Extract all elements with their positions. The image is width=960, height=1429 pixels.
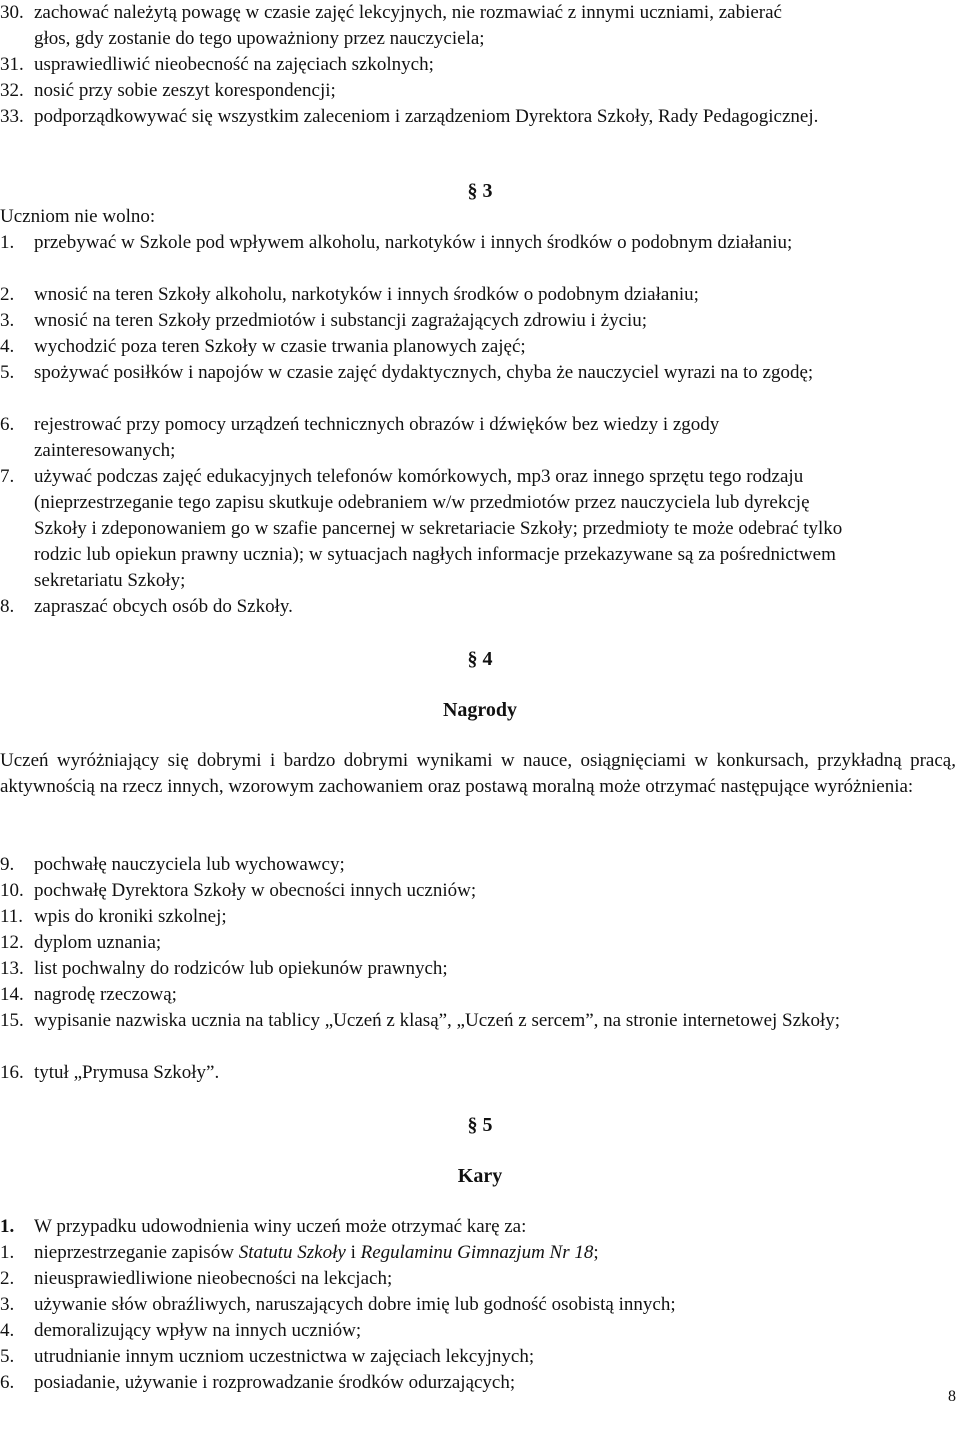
list-item [0, 78, 955, 104]
list-item [0, 1240, 955, 1266]
list-text: list pochwalny do rodziców lub opiekunów prawnych; [34, 958, 448, 979]
list-number: 3. [0, 1294, 15, 1315]
list-number: 7. [0, 466, 15, 487]
list-item [0, 1214, 955, 1240]
list-item [0, 878, 955, 904]
list-text: usprawiedliwić nieobecność na zajęciach szkolnych; [34, 54, 434, 75]
list-text: zapraszać obcych osób do Szkoły. [34, 596, 293, 617]
list-item [0, 230, 955, 256]
list-item [0, 956, 955, 982]
list-item [0, 1318, 955, 1344]
list-item [0, 852, 955, 878]
list-number: 4. [0, 336, 15, 357]
list-text: wypisanie nazwiska ucznia na tablicy „Uczeń z klasą”, „Uczeń z sercem”, na stronie internetowej Szkoły; [34, 1010, 841, 1031]
list-number: 1. [0, 1242, 15, 1263]
list-item [0, 308, 955, 334]
list-text: wychodzić poza teren Szkoły w czasie trwania planowych zajęć; [34, 336, 526, 357]
section-intro-paragraph: Uczeń wyróżniający się dobrymi i bardzo dobrymi wynikami w nauce, osiągnięciami w konkursach, przykładną pracą, aktywnością na rzecz innych, wzorowym zachowaniem oraz postawą moralną może otrzymać następujące wyróżnienia: [0, 750, 956, 797]
list-number: 33. [0, 106, 24, 127]
list-text: wnosić na teren Szkoły przedmiotów i substancji zagrażających zdrowiu i życiu; [34, 310, 648, 331]
list-number: 31. [0, 54, 24, 75]
list-number: 13. [0, 958, 24, 979]
list-number: 2. [0, 284, 15, 305]
list-text: używanie słów obraźliwych, naruszających dobre imię lub godność osobistą innych; [34, 1294, 676, 1315]
text-part: ; [593, 1242, 599, 1263]
list-text: W przypadku udowodnienia winy uczeń może otrzymać karę za: [34, 1216, 527, 1237]
list-number: 4. [0, 1320, 15, 1341]
text-part: nieprzestrzeganie zapisów [34, 1242, 239, 1263]
list-text: podporządkowywać się wszystkim zaleceniom i zarządzeniom Dyrektora Szkoły, Rady Pedagogicznej. [34, 106, 819, 127]
list-item [0, 334, 955, 360]
list-item [0, 1008, 955, 1034]
list-number: 11. [0, 906, 24, 927]
list-text: spożywać posiłków i napojów w czasie zajęć dydaktycznych, chyba że nauczyciel wyrazi na to zgodę; [34, 362, 814, 383]
section-title: Nagrody [442, 699, 518, 721]
list-text: nosić przy sobie zeszyt korespondencji; [34, 80, 336, 101]
list-text: nagrodę rzeczową; [34, 984, 177, 1005]
list-text: wnosić na teren Szkoły alkoholu, narkotyków i innych środków o podobnym działaniu; [34, 284, 699, 305]
list-item [0, 464, 955, 594]
list-item [0, 1292, 955, 1318]
list-number: 16. [0, 1062, 24, 1083]
list-item [0, 360, 955, 386]
list-number: 15. [0, 1010, 24, 1031]
list-number: 14. [0, 984, 24, 1005]
list-item [0, 282, 955, 308]
list-text: pochwałę nauczyciela lub wychowawcy; [34, 854, 345, 875]
list-number: 1. [0, 232, 15, 253]
list-number: 5. [0, 362, 15, 383]
list-text: pochwałę Dyrektora Szkoły w obecności innych uczniów; [34, 880, 477, 901]
list-item [0, 1266, 955, 1292]
list-text: posiadanie, używanie i rozprowadzanie środków odurzających; [34, 1372, 516, 1393]
list-item [0, 104, 955, 130]
list-item [0, 412, 955, 464]
section-intro: Uczniom nie wolno: [0, 206, 156, 227]
list-number: 8. [0, 596, 15, 617]
list-text: przebywać w Szkole pod wpływem alkoholu, narkotyków i innych środków o podobnym działaniu; [34, 232, 793, 253]
list-number: 30. [0, 2, 24, 23]
list-text: zachować należytą powagę w czasie zajęć lekcyjnych, nie rozmawiać z innymi uczniami, zabierać głos, gdy zostanie do tego upoważniony przez nauczyciela; [34, 2, 782, 49]
section-title: Kary [457, 1165, 503, 1187]
list-text: dyplom uznania; [34, 932, 162, 953]
list-item [0, 930, 955, 956]
list-number: 5. [0, 1346, 15, 1367]
list-item [0, 52, 955, 78]
list-number: 3. [0, 310, 15, 331]
list-number: 32. [0, 80, 24, 101]
list-text: używać podczas zajęć edukacyjnych telefonów komórkowych, mp3 oraz innego sprzętu tego rodzaju (nieprzestrzeganie tego zapisu skutkuje odebraniem w/w przedmiotów przez nauczyciela lub dyrekcję Szkoły i zdeponowaniem go w szafie pancernej w sekretariacie Szkoły; przedmioty te może odebrać tylko rodzic lub opiekun prawny ucznia); w sytuacjach nagłych informacje przekazywane są za pośrednictwem sekretariatu Szkoły; [34, 466, 843, 591]
section-heading: § 5 [467, 1114, 493, 1136]
list-number: 6. [0, 1372, 15, 1393]
section-heading: § 3 [467, 180, 493, 202]
list-number: 6. [0, 414, 15, 435]
list-text: tytuł „Prymusa Szkoły”. [34, 1062, 220, 1083]
section-heading: § 4 [467, 648, 493, 670]
list-text: wpis do kroniki szkolnej; [34, 906, 227, 927]
list-item [0, 1060, 955, 1086]
list-text [34, 1240, 955, 1266]
list-text: rejestrować przy pomocy urządzeń technicznych obrazów i dźwięków bez wiedzy i zgody zainteresowanych; [34, 414, 720, 461]
list-text: demoralizujący wpływ na innych uczniów; [34, 1320, 362, 1341]
text-part: i [345, 1242, 361, 1263]
statute-title: Statutu Szkoły [238, 1242, 346, 1263]
list-item [0, 1344, 955, 1370]
list-number: 9. [0, 854, 15, 875]
list-item [0, 904, 955, 930]
list-item [0, 1370, 955, 1396]
list-number: 10. [0, 880, 24, 901]
list-text: utrudnianie innym uczniom uczestnictwa w zajęciach lekcyjnych; [34, 1346, 535, 1367]
list-item [0, 0, 955, 52]
list-number: 2. [0, 1268, 15, 1289]
page-number: 8 [948, 1388, 956, 1405]
list-item [0, 594, 955, 620]
list-number: 1. [0, 1216, 15, 1237]
list-number: 12. [0, 932, 24, 953]
regulation-title: Regulaminu Gimnazjum Nr 18 [360, 1242, 594, 1263]
list-item [0, 982, 955, 1008]
list-text: nieusprawiedliwione nieobecności na lekcjach; [34, 1268, 393, 1289]
